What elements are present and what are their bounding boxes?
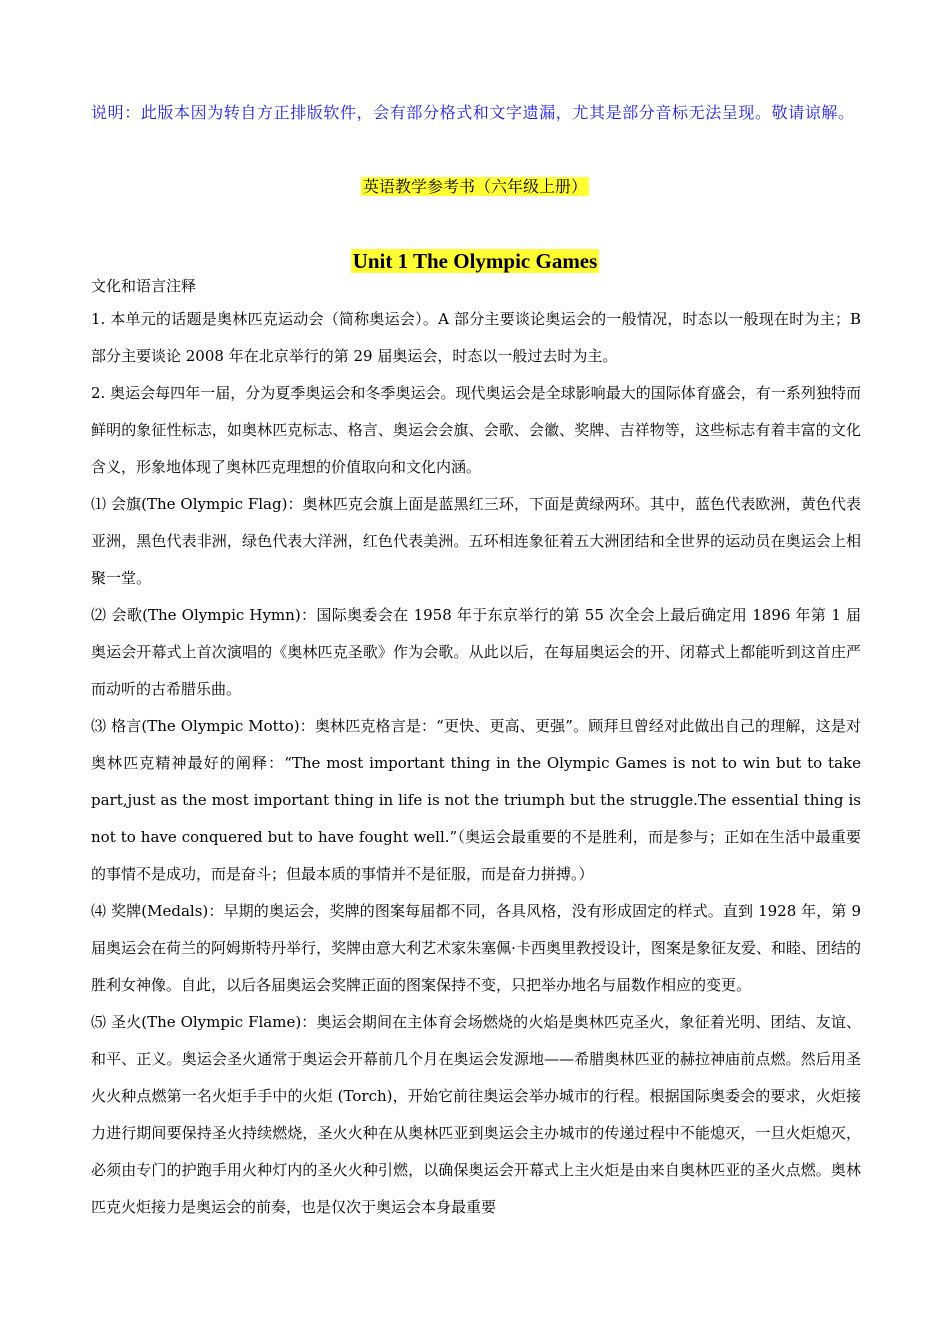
conversion-notice: 说明：此版本因为转自方正排版软件，会有部分格式和文字遗漏，尤其是部分音标无法呈现。敬请谅解。: [91, 103, 855, 122]
paragraph-medals: ⑷ 奖牌(Medals)：早期的奥运会，奖牌的图案每届都不同，各具风格，没有形成固定的样式。直到 1928 年，第 9 届奥运会在荷兰的阿姆斯特丹举行，奖牌由意大利艺术家朱塞佩·卡西奥里教授设计，图案是象征友爱、和睦、团结的胜利女神像。自此，以后各届奥运会奖牌正面的图案保持不变，只把举办地名与届数作相应的变更。: [91, 902, 861, 994]
unit-title: [0, 247, 950, 275]
paragraph-2: 2. 奥运会每四年一届，分为夏季奥运会和冬季奥运会。现代奥运会是全球影响最大的国际体育盛会，有一系列独特而鲜明的象征性标志，如奥林匹克标志、格言、奥运会会旗、会歌、会徽、奖牌、吉祥物等，这些标志有着丰富的文化含义，形象地体现了奥林匹克理想的价值取向和文化内涵。: [91, 384, 861, 476]
paragraph-1: 1. 本单元的话题是奥林匹克运动会（简称奥运会）。A 部分主要谈论奥运会的一般情况，时态以一般现在时为主；B 部分主要谈论 2008 年在北京举行的第 29 届奥运会，时态以一般过去时为主。: [91, 310, 861, 365]
unit-title-text: Unit 1 The Olympic Games: [352, 249, 598, 273]
paragraph-hymn: ⑵ 会歌(The Olympic Hymn)：国际奥委会在 1958 年于东京举行的第 55 次全会上最后确定用 1896 年第 1 届奥运会开幕式上首次演唱的《奥林匹克圣歌》作为会歌。从此以后，在每届奥运会的开、闭幕式上都能听到这首庄严而动听的古希腊乐曲。: [91, 606, 861, 698]
paragraph-flame: ⑸ 圣火(The Olympic Flame)：奥运会期间在主体育会场燃烧的火焰是奥林匹克圣火，象征着光明、团结、友谊、和平、正义。奥运会圣火通常于奥运会开幕前几个月在奥运会发源地——希腊奥林匹亚的赫拉神庙前点燃。然后用圣火火种点燃第一名火炬手手中的火炬 (Torch)，开始它前往奥运会举办城市的行程。根据国际奥委会的要求，火炬接力进行期间要保持圣火持续燃烧，圣火火种在从奥林匹亚到奥运会主办城市的传递过程中不能熄灭，一旦火炬熄灭，必须由专门的护跑手用火种灯内的圣火火种引燃，以确保奥运会开幕式上主火炬是由来自奥林匹亚的圣火点燃。奥林匹克火炬接力是奥运会的前奏，也是仅次于奥运会本身最重要: [91, 1013, 861, 1216]
book-title: [0, 176, 950, 198]
section-heading: 文化和语言注释: [91, 277, 197, 295]
book-title-text: 英语教学参考书（六年级上册）: [362, 177, 587, 196]
paragraph-motto: ⑶ 格言(The Olympic Motto)：奥林匹克格言是：“更快、更高、更强”。顾拜旦曾经对此做出自己的理解，这是对奥林匹克精神最好的阐释：“The most important thing in the Olympic Games is not to win but to take part,just as the most important thing in life is not the triumph but the struggle.The essential thing is not to have conquered but to have fought well.”（奥运会最重要的不是胜利，而是参与；正如在生活中最重要的事情不是成功，而是奋斗；但最本质的事情并不是征服，而是奋力拼搏。）: [91, 717, 861, 883]
document-body: [91, 272, 861, 1226]
paragraph-flag: ⑴ 会旗(The Olympic Flag)：奥林匹克会旗上面是蓝黑红三环，下面是黄绿两环。其中，蓝色代表欧洲，黄色代表亚洲，黑色代表非洲，绿色代表大洋洲，红色代表美洲。五环相连象征着五大洲团结和全世界的运动员在奥运会上相聚一堂。: [91, 495, 861, 587]
